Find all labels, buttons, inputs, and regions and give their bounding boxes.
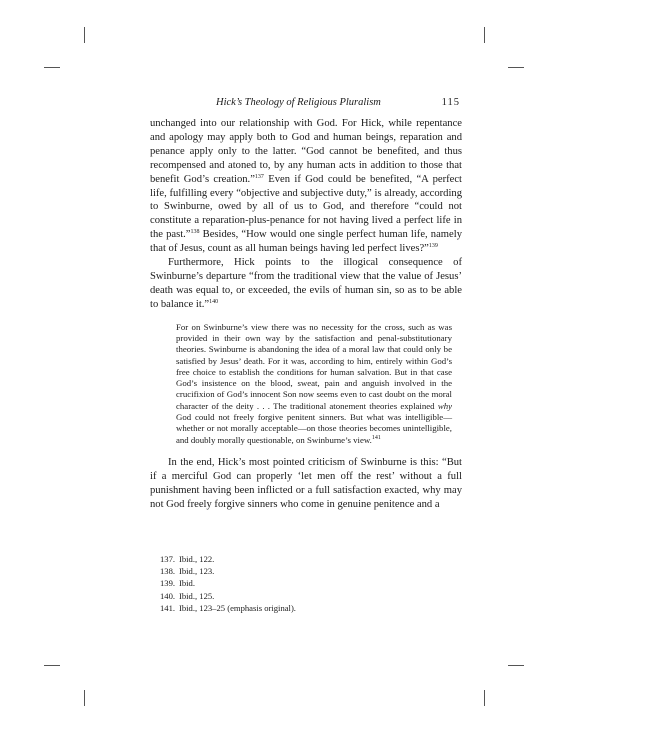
running-header <box>150 97 460 113</box>
quote-text: God could not freely forgive penitent sinners. But what was intelligible—whether or not morally acceptable—on those theories becomes unintelligible, and doubly morally questionable, on Swinburne’s view. <box>176 412 452 445</box>
footnote-text: Ibid., 125. <box>179 590 215 601</box>
quote-emphasis: why <box>437 400 452 411</box>
body-text <box>150 117 462 512</box>
footnote-ref: 137 <box>254 173 264 180</box>
footnote-text: Ibid., 123–25 (emphasis original). <box>179 602 296 613</box>
crop-mark <box>484 690 485 706</box>
footnote-number: 138 . <box>160 565 176 577</box>
crop-mark <box>508 665 524 666</box>
paragraph-text: unchanged into our relationship with God. For Hick, while repentance and apology may apply both to God and human beings, reparation and penance apply only to the latter. “God cannot be benefited, and thus recompensed and atoned to, by any human acts in addition to those that benefit God’s creation.” <box>150 118 462 185</box>
footnote-number: 139 . <box>160 577 176 589</box>
footnote <box>160 590 460 602</box>
crop-mark <box>484 27 485 43</box>
crop-mark <box>508 67 524 68</box>
footnote-ref: 140 <box>209 298 219 305</box>
footnotes <box>160 553 460 614</box>
paragraph-text: Even if God could be benefited, “A perfect life, fulfilling every “objective and subjective duty,” is already, according to Swinburne, owed by all of us to God, and therefore “could not constitute a reparation-plus-penance for not having lived a perfect life in the past.” <box>150 173 463 241</box>
quote-text: For on Swinburne’s view there was no necessity for the cross, such as was provided in their own way by the satisfaction and penal-substitutionary theories. Swinburne is abandoning the idea of a moral law that could only be satisfied by Jesus’ death. For it was, according to him, entirely within God’s free choice to establish the conditions for human salvation. But in that case God’s insistence on the blood, sweat, pain and anguish involved in the crucifixion of God’s innocent Son now seems even to cast doubt on the moral character of the deity . . . The traditional atonement theories explained <box>176 321 452 411</box>
footnote-text: Ibid., 123. <box>179 566 215 577</box>
page-number: 115 <box>441 97 460 108</box>
crop-mark <box>44 665 60 666</box>
footnote <box>160 565 460 577</box>
paragraph-text: Furthermore, Hick points to the illogical consequence of Swinburne’s departure “from the traditional view that the value of Jesus’ death was equal to, or exceeded, the evils of human sin, so as to be able to balance it.” <box>150 257 462 310</box>
paragraph <box>150 117 462 256</box>
running-title: Hick’s Theology of Religious Pluralism <box>216 97 381 108</box>
paragraph <box>150 256 462 312</box>
paragraph <box>150 456 462 512</box>
footnote-ref: 141 <box>371 434 381 441</box>
paragraph-text: In the end, Hick’s most pointed criticism of Swinburne is this: “But if a merciful God can properly ‘let men off the rest’ without a full punishment having been inflicted or a full satisfaction exacted, why may not God freely forgive sinners who come in genuine penitence and a <box>150 456 462 510</box>
footnote-number: 141 . <box>160 602 176 614</box>
crop-mark <box>84 27 85 43</box>
crop-mark <box>44 67 60 68</box>
footnote <box>160 553 460 565</box>
footnote-text: Ibid., 122. <box>179 554 215 564</box>
crop-mark <box>84 690 85 706</box>
footnote-ref: 138 <box>190 229 200 236</box>
block-quote <box>176 322 452 446</box>
footnote-number: 137 . <box>160 553 176 565</box>
footnote-text: Ibid. <box>179 578 195 589</box>
paragraph-text: Besides, “How would one single perfect human life, namely that of Jesus, count as all human beings having led perfect lives?” <box>150 229 462 255</box>
footnote <box>160 602 460 614</box>
footnote <box>160 577 460 589</box>
footnote-ref: 139 <box>428 243 438 250</box>
footnote-number: 140 . <box>160 590 176 602</box>
